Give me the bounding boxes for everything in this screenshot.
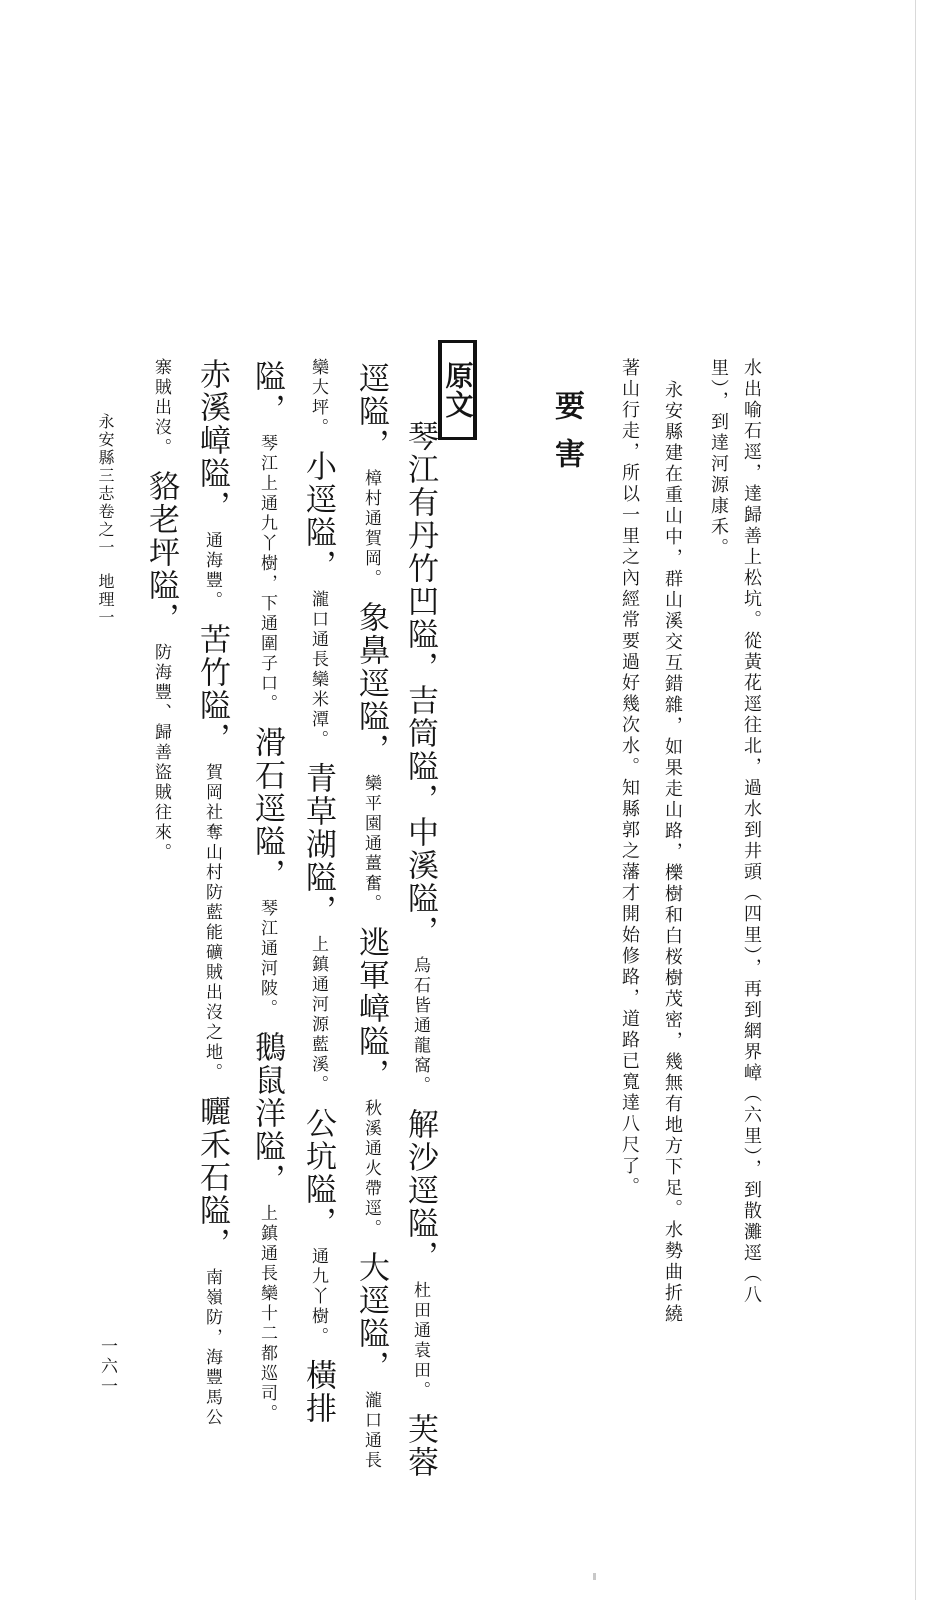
pass-entry: 芙蓉 [402,1413,438,1479]
pass-note: 上鎮通長欒十二都巡司。 [257,1204,277,1424]
pass-note: 琴江通河陂。 [257,899,277,1019]
pass-note: 瀧口通長 [361,1391,381,1471]
running-footer [94,413,117,627]
pass-entry: 赤溪嶂隘， [194,358,230,523]
original-column-6 [143,358,179,875]
translation-line-3: 永安縣建在重山中，群山溪交互錯雜，如果走山路，櫟樹和白桜樹茂密，幾無有地方下足。水勢曲折繞 [662,380,683,1325]
original-column-4 [249,360,285,1436]
chapter-title: 地理一 [96,573,115,627]
page-edge-line [915,0,916,1600]
pass-note: 秋溪通火帶逕。 [361,1099,381,1239]
page-number: 一六一 [97,1337,117,1397]
pass-entry: 逃軍嶂隘， [353,926,389,1091]
pass-entry: 橫排 [300,1359,336,1425]
pass-note: 通九丫樹。 [308,1247,328,1347]
pass-note: 樟村通賀岡。 [361,469,381,589]
pass-note: 賀岡社奪山村防藍能礦賊出沒之地。 [202,763,222,1083]
pass-entry: 大逕隘， [353,1251,389,1383]
pass-note: 欒大坪。 [308,358,328,438]
original-text-heading: 原文 [438,340,477,440]
pass-note: 欒平園通薑奮。 [361,774,381,914]
pass-note: 瀧口通長欒米潭。 [308,590,328,750]
pass-note: 上鎮通河源藍溪。 [308,935,328,1095]
pass-entry: 公坑隘， [300,1107,336,1239]
pass-note: 琴江上通九丫樹，下通圍子口。 [257,434,277,714]
pass-note: 烏石皆通龍窩。 [410,956,430,1096]
pass-note: 南嶺防，海豐馬公 [202,1268,222,1428]
pass-entry: 滑石逕隘， [249,726,285,891]
pass-note: 防海豐、歸善盜賊往來。 [151,643,171,863]
pass-entry: 解沙逕隘， [402,1108,438,1273]
pass-entry: 逕隘， [353,362,389,461]
pass-entry: 苦竹隘， [194,623,230,755]
pass-note: 杜田通袁田。 [410,1281,430,1401]
pass-entry: 隘， [249,360,285,426]
pass-entry: 貉老坪隘， [143,470,179,635]
pass-entry: 琴江有丹竹凹隘，吉筒隘，中溪隘， [402,420,438,948]
book-title: 永安縣三志卷之一 [96,413,115,557]
pass-note: 寨賊出沒。 [151,358,171,458]
pass-entry: 鵝鼠洋隘， [249,1031,285,1196]
translation-line-2: 里），到達河源康禾。 [708,358,729,559]
original-column-2 [353,362,389,1483]
original-column-3 [300,358,336,1425]
section-title: 要害 [549,390,584,486]
translation-line-1: 水出喻石逕，達歸善上松坑。從黃花逕往北，過水到井頭（四里），再到網界嶂（六里），到散灘逕（八 [741,358,762,1306]
pass-entry: 象鼻逕隘， [353,601,389,766]
pass-entry: 小逕隘， [300,450,336,582]
translation-line-4: 著山行走，所以一里之內經常要過好幾次水。知縣郭之藩才開始修路，道路已寬達八尺了。 [619,358,640,1198]
pass-note: 通海豐。 [202,531,222,611]
pass-entry: 曬禾石隘， [194,1095,230,1260]
original-column-5 [194,358,230,1440]
scan-speck [593,1573,596,1580]
pass-entry: 青草湖隘， [300,762,336,927]
original-column-1 [402,420,438,1479]
